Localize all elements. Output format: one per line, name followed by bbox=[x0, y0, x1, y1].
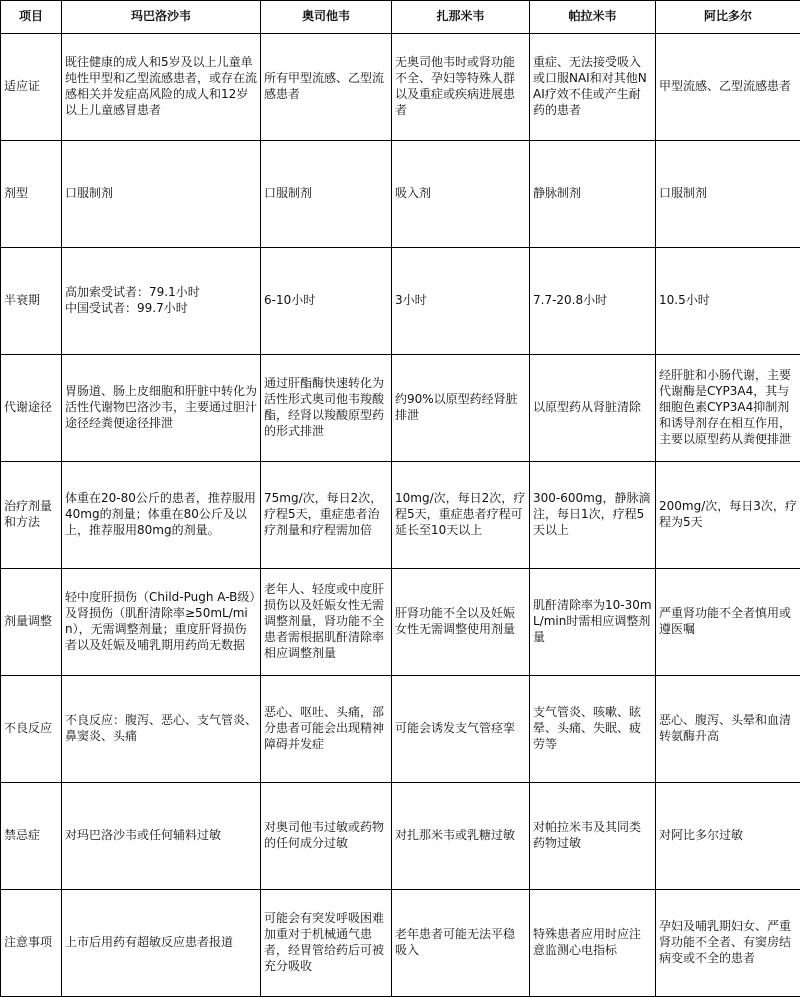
row-label: 治疗剂量和方法 bbox=[1, 462, 62, 569]
cell-peramivir: 300-600mg，静脉滴注，每日1次，疗程5天以上 bbox=[530, 462, 656, 569]
cell-oseltamivir: 口服制剂 bbox=[261, 141, 392, 248]
cell-zanamivir: 可能会诱发支气管痉挛 bbox=[392, 676, 530, 783]
cell-peramivir: 以原型药从肾脏清除 bbox=[530, 355, 656, 462]
cell-zanamivir: 约90%以原型药经肾脏排泄 bbox=[392, 355, 530, 462]
cell-baloxavir: 体重在20-80公斤的患者，推荐服用40mg的剂量；体重在80公斤及以上，推荐服用80mg的剂量。 bbox=[62, 462, 261, 569]
cell-oseltamivir: 6-10小时 bbox=[261, 248, 392, 355]
cell-arbidol: 孕妇及哺乳期妇女、严重肾功能不全者、有窦房结病变或不全的患者 bbox=[656, 890, 800, 997]
row-label: 半衰期 bbox=[1, 248, 62, 355]
row-label: 注意事项 bbox=[1, 890, 62, 997]
cell-peramivir: 对帕拉米韦及其同类药物过敏 bbox=[530, 783, 656, 890]
header-arbidol: 阿比多尔 bbox=[656, 1, 800, 34]
row-label: 不良反应 bbox=[1, 676, 62, 783]
row-label: 禁忌症 bbox=[1, 783, 62, 890]
row-dosage-form bbox=[1, 141, 800, 248]
cell-zanamivir: 吸入剂 bbox=[392, 141, 530, 248]
cell-baloxavir: 对玛巴洛沙韦或任何辅料过敏 bbox=[62, 783, 261, 890]
cell-arbidol: 200mg/次，每日3次，疗程为5天 bbox=[656, 462, 800, 569]
half-life-caucasian: 高加索受试者：79.1小时 中国受试者：99.7小时 bbox=[65, 285, 200, 315]
row-label: 适应证 bbox=[1, 34, 62, 141]
cell-zanamivir: 肝肾功能不全以及妊娠女性无需调整使用剂量 bbox=[392, 569, 530, 676]
header-baloxavir: 玛巴洛沙韦 bbox=[62, 1, 261, 34]
row-dose-regimen bbox=[1, 462, 800, 569]
row-contraindications bbox=[1, 783, 800, 890]
cell-baloxavir: 轻中度肝损伤（Child-Pugh A-B级）及肾损伤（肌酐清除率≥50mL/min），无需调整剂量；重度肝肾损伤者以及妊娠及哺乳期用药尚无数据 bbox=[62, 569, 261, 676]
cell-baloxavir: 上市后用药有超敏反应患者报道 bbox=[62, 890, 261, 997]
cell-arbidol: 严重肾功能不全者慎用或遵医嘱 bbox=[656, 569, 800, 676]
cell-oseltamivir: 75mg/次，每日2次，疗程5天，重症患者治疗剂量和疗程需加倍 bbox=[261, 462, 392, 569]
cell-arbidol: 口服制剂 bbox=[656, 141, 800, 248]
header-oseltamivir: 奥司他韦 bbox=[261, 1, 392, 34]
cell-arbidol: 甲型流感、乙型流感患者 bbox=[656, 34, 800, 141]
cell-oseltamivir: 可能会有突发呼吸困难加重对于机械通气患者，经胃管给药后可被充分吸收 bbox=[261, 890, 392, 997]
cell-oseltamivir: 所有甲型流感、乙型流感患者 bbox=[261, 34, 392, 141]
cell-zanamivir: 10mg/次，每日2次，疗程5天，重症患者疗程可延长至10天以上 bbox=[392, 462, 530, 569]
row-precautions bbox=[1, 890, 800, 997]
cell-oseltamivir: 对奥司他韦过敏或药物的任何成分过敏 bbox=[261, 783, 392, 890]
cell-baloxavir: 胃肠道、肠上皮细胞和肝脏中转化为活性代谢物巴洛沙韦，主要通过胆汁途径经粪便途径排泄 bbox=[62, 355, 261, 462]
cell-baloxavir: 既往健康的成人和5岁及以上儿童单纯性甲型和乙型流感患者，或存在流感相关并发症高风险的成人和12岁以上儿童感冒患者 bbox=[62, 34, 261, 141]
row-half-life bbox=[1, 248, 800, 355]
cell-arbidol: 10.5小时 bbox=[656, 248, 800, 355]
cell-oseltamivir: 恶心、呕吐、头痛，部分患者可能会出现精神障碍并发症 bbox=[261, 676, 392, 783]
cell-zanamivir: 无奥司他韦时或肾功能不全、孕妇等特殊人群以及重症或疾病进展患者 bbox=[392, 34, 530, 141]
row-dose-adjustment bbox=[1, 569, 800, 676]
row-label: 剂型 bbox=[1, 141, 62, 248]
header-item: 项目 bbox=[1, 1, 62, 34]
cell-peramivir: 静脉制剂 bbox=[530, 141, 656, 248]
cell-zanamivir: 老年患者可能无法平稳吸入 bbox=[392, 890, 530, 997]
cell-peramivir: 支气管炎、咳嗽、眩晕、头痛、失眠、疲劳等 bbox=[530, 676, 656, 783]
cell-peramivir: 7.7-20.8小时 bbox=[530, 248, 656, 355]
cell-oseltamivir: 通过肝酯酶快速转化为活性形式奥司他韦羧酸酯，经肾以羧酸原型药的形式排泄 bbox=[261, 355, 392, 462]
cell-arbidol: 经肝脏和小肠代谢，主要代谢酶是CYP3A4，其与细胞色素CYP3A4抑制剂和诱导剂存在相互作用，主要以原型药从粪便排泄 bbox=[656, 355, 800, 462]
cell-peramivir: 重症、无法接受吸入或口服NAI和对其他NAI疗效不佳或产生耐药的患者 bbox=[530, 34, 656, 141]
cell-baloxavir: 口服制剂 bbox=[62, 141, 261, 248]
header-zanamivir: 扎那米韦 bbox=[392, 1, 530, 34]
cell-peramivir: 特殊患者应用时应注意监测心电指标 bbox=[530, 890, 656, 997]
cell-zanamivir: 3小时 bbox=[392, 248, 530, 355]
row-metabolism bbox=[1, 355, 800, 462]
cell-zanamivir: 对扎那米韦或乳糖过敏 bbox=[392, 783, 530, 890]
header-peramivir: 帕拉米韦 bbox=[530, 1, 656, 34]
cell-oseltamivir: 老年人、轻度或中度肝损伤以及妊娠女性无需调整剂量，肾功能不全患者需根据肌酐清除率相应调整剂量 bbox=[261, 569, 392, 676]
cell-arbidol: 恶心、腹泻、头晕和血清转氨酶升高 bbox=[656, 676, 800, 783]
row-label: 代谢途径 bbox=[1, 355, 62, 462]
row-label: 剂量调整 bbox=[1, 569, 62, 676]
cell-arbidol: 对阿比多尔过敏 bbox=[656, 783, 800, 890]
cell-baloxavir bbox=[62, 248, 261, 355]
cell-peramivir: 肌酐清除率为10-30mL/min时需相应调整剂量 bbox=[530, 569, 656, 676]
row-indications bbox=[1, 34, 800, 141]
cell-baloxavir: 不良反应：腹泻、恶心、支气管炎、鼻窦炎、头痛 bbox=[62, 676, 261, 783]
row-adverse-reactions bbox=[1, 676, 800, 783]
header-row bbox=[1, 1, 800, 34]
